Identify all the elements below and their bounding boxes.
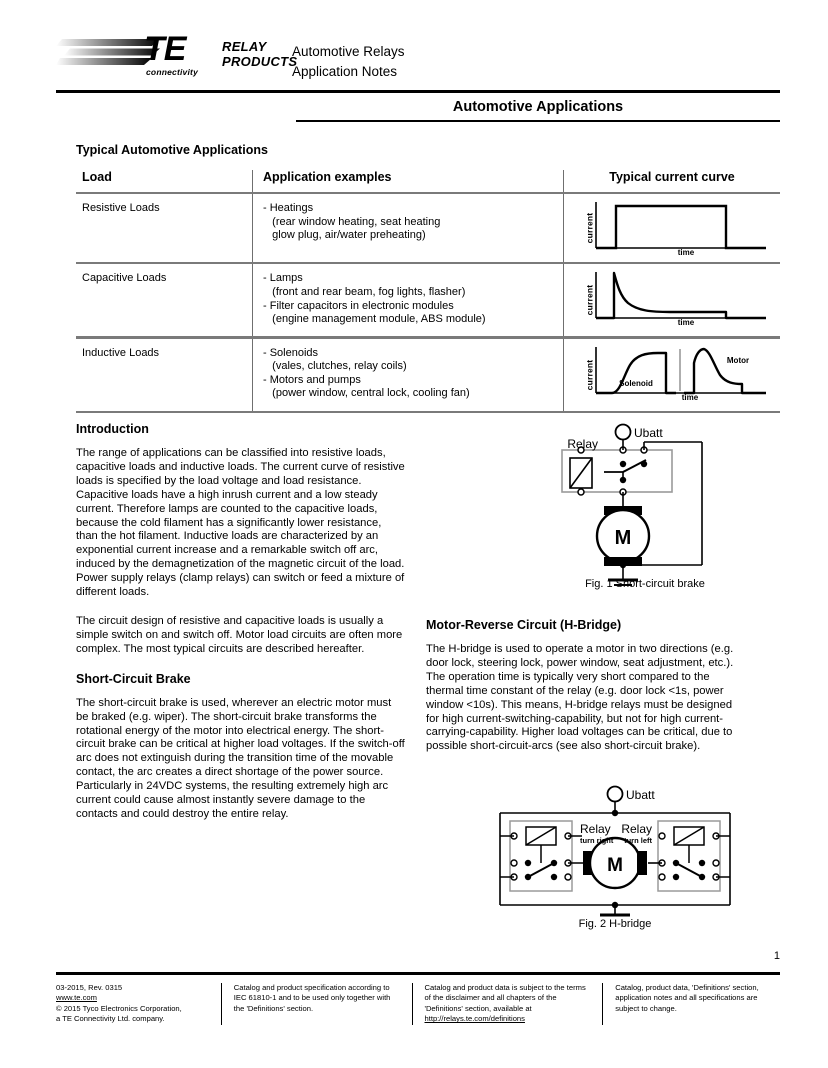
table-caption: Typical Automotive Applications [76, 143, 268, 157]
capacitive-current-chart [590, 268, 770, 326]
column-header-load: Load [82, 170, 112, 184]
footer-website-link[interactable]: www.te.com [56, 993, 97, 1003]
table-row [76, 264, 780, 336]
example-line: glow plug, air/water preheating) [263, 229, 426, 242]
example-line: (front and rear beam, fog lights, flasher) [263, 285, 466, 298]
introduction-heading: Introduction [76, 422, 149, 436]
example-line: - Motors and pumps [263, 373, 361, 386]
table-row [76, 339, 780, 411]
footer-column-spec: Catalog and product specification according to IEC 61810-1 and to be used only together with the 'Definitions' section. [221, 983, 412, 1025]
footer-divider [56, 972, 780, 975]
cell-current-curve [563, 264, 780, 336]
column-header-curve: Typical current curve [563, 170, 780, 192]
example-line: - Solenoids [263, 346, 319, 359]
short-circuit-brake-schematic [520, 420, 770, 595]
relay-right-sublabel: turn left [624, 836, 652, 845]
hbridge-paragraph: The H-bridge is used to operate a motor in two directions (e.g. door lock, steering lock, power window, seat adjustment, etc.). The operation time is typically very short compared to the thermal time constant of the relay (e.g. door lock <1s, power window <10s). This means, H-bridge relays must be designed for high current-switching-capability, but not for high current-carrying-capability. Higher load voltages can be critical, due to possible short-circuit-arcs (see also short-circuit brake). [426, 643, 734, 753]
table-header-row [76, 170, 780, 192]
svg-text:M: M [614, 527, 632, 549]
footer-column-legal [56, 983, 221, 1025]
introduction-paragraph: The range of applications can be classified into resistive loads, capacitive loads and inductive loads. The current curve of resistive loads is specified by the load voltage and load resistance. Capacitive loads have a high inrush current and a low steady current. Therefore lamps are counted to the capacitive loads, because the cold filament has a significantly lower resistance, than the hot filament. Inductive loads are characterized by an exponential current increase and a remarkable switch off arc, induced by the demagnetization of the magnetic circuit of the load. Power supply relays (clamp relays) can switch or feed a mixture of different loads. [76, 447, 405, 599]
ubatt-label: Ubatt [626, 788, 655, 802]
left-text-column [76, 422, 406, 837]
cell-current-curve [563, 339, 780, 411]
cell-current-curve [563, 194, 780, 262]
figure-2-h-bridge [470, 783, 760, 938]
curve-label-motor: Motor [726, 355, 750, 365]
footer-disclaimer-text: Catalog and product data is subject to the terms of the disclaimer and all chapters of the 'Definitions' section, available at [424, 983, 586, 1013]
y-axis-label: current [584, 359, 595, 390]
svg-text:time: time [677, 248, 695, 257]
example-line: (rear window heating, seat heating [263, 215, 441, 228]
cell-examples [252, 264, 563, 336]
header-title-line1: Automotive Relays [292, 44, 405, 59]
introduction-paragraph-2: The circuit design of resistive and capacitive loads is usually a simple switch on and switch off. Motor load circuits are often more complex. The most typical circuits are described hereafter. [76, 614, 403, 655]
header-title [292, 42, 405, 82]
inductive-current-chart [590, 343, 770, 401]
ubatt-label: Ubatt [634, 426, 663, 440]
resistive-current-chart [590, 198, 770, 256]
relay-products-line2: PRODUCTS [222, 53, 298, 69]
svg-text:time: time [677, 318, 695, 327]
relay-products-line1: RELAY [222, 39, 267, 54]
example-line: - Lamps [263, 272, 303, 285]
column-header-examples: Application examples [252, 170, 563, 192]
example-line: (power window, central lock, cooling fan) [263, 387, 470, 400]
relay-label: Relay [567, 437, 598, 451]
short-circuit-brake-paragraph: The short-circuit brake is used, wherever an electric motor must be braked (e.g. wiper). The short-circuit brake transforms the rotational energy of the motor into electrical energy. The short-circuit brake can be critical at higher load voltages. If the switch-off arc does not extinguish during the transition time of the movable contact, the arc creates a direct shortage of the power source. Particularly in 24VDC systems, the resulting extremely high arc current could cause almost instantly severe damage to the contacts and could destroy the entire relay. [76, 696, 405, 820]
page-number: 1 [773, 950, 780, 962]
te-logo-text: TE [144, 30, 186, 68]
page-title: Automotive Applications [452, 99, 624, 115]
relay-right-label: Relay [621, 822, 652, 836]
cell-load: Resistive Loads [82, 202, 160, 215]
figure-2-caption: Fig. 2 H-bridge [578, 918, 652, 930]
svg-text:M: M [607, 855, 623, 876]
curve-label-solenoid: Solenoid [619, 378, 653, 388]
relay-products-label [222, 40, 297, 69]
applications-table [76, 170, 780, 413]
header-title-line2: Application Notes [292, 64, 398, 79]
footer-column-notice: Catalog, product data, 'Definitions' section, application notes and all specifications are subject to change. [602, 983, 780, 1025]
example-line: (engine management module, ABS module) [263, 313, 486, 326]
hbridge-heading: Motor-Reverse Circuit (H-Bridge) [426, 618, 622, 632]
te-logo [56, 30, 236, 82]
footer-company: a TE Connectivity Ltd. company. [56, 1014, 165, 1024]
y-axis-label: current [584, 285, 595, 316]
cell-load: Capacitive Loads [82, 272, 167, 285]
footer-definitions-link[interactable]: http://relays.te.com/definitions [424, 1014, 525, 1024]
section-title-underline [296, 120, 780, 122]
cell-load: Inductive Loads [82, 346, 160, 359]
page-footer [56, 983, 780, 1025]
short-circuit-brake-heading: Short-Circuit Brake [76, 671, 191, 686]
page-header [56, 30, 780, 90]
example-line: - Heatings [263, 202, 314, 215]
footer-copyright: © 2015 Tyco Electronics Corporation, [56, 1003, 182, 1013]
svg-text:time: time [681, 392, 699, 401]
table-bottom-rule [76, 411, 780, 413]
cell-examples [252, 339, 563, 411]
header-divider [56, 90, 780, 93]
right-text-column [426, 618, 746, 769]
relay-left-label: Relay [580, 822, 611, 836]
y-axis-label: current [584, 212, 595, 244]
footer-column-disclaimer [412, 983, 603, 1025]
table-row [76, 194, 780, 262]
cell-examples [252, 194, 563, 262]
h-bridge-schematic [470, 783, 760, 933]
figure-1-caption: Fig. 1 Short-circuit brake [585, 578, 705, 590]
example-line: - Filter capacitors in electronic modules [263, 299, 454, 312]
footer-revision: 03-2015, Rev. 0315 [56, 983, 123, 992]
relay-left-sublabel: turn right [580, 836, 614, 845]
example-line: (vales, clutches, relay coils) [263, 360, 407, 373]
te-logo-tagline: connectivity [146, 67, 198, 77]
